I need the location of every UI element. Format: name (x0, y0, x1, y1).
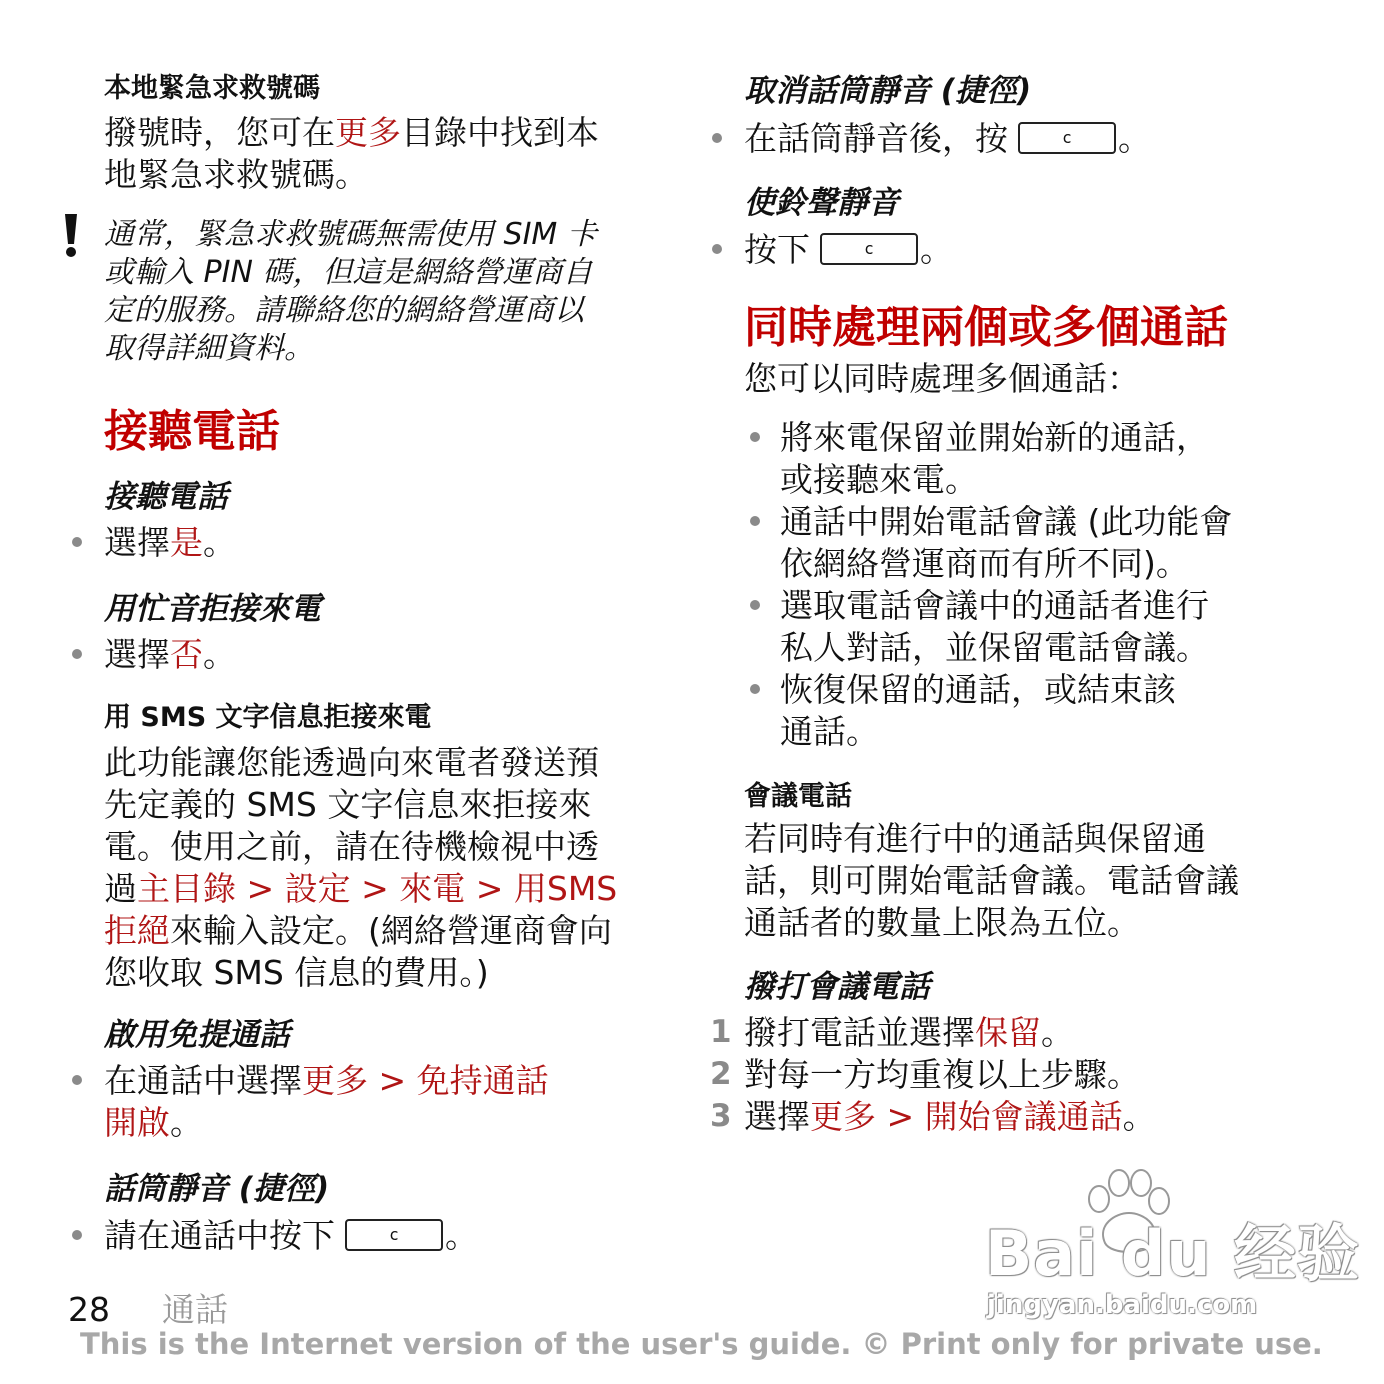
step-3: 選擇更多 > 開始會議通話。 (744, 1097, 1156, 1136)
page-number: 28 (68, 1290, 110, 1329)
reject-option-link[interactable]: 拒絕 (104, 911, 170, 950)
bullet-icon (750, 432, 760, 442)
step-1: 撥打電話並選擇保留。 (744, 1013, 1074, 1052)
enable-option[interactable]: 開啟 (104, 1103, 170, 1142)
ring-mute-instruction: 按下 c 。 (744, 230, 953, 269)
multi-bullet-3-line-1: 選取電話會議中的通話者進行 (780, 586, 1209, 625)
more-menu-link[interactable]: 更多 (335, 113, 401, 152)
emergency-heading: 本地緊急求救號碼 (104, 73, 320, 104)
internet-version-notice: This is the Internet version of the user's guide. © Print only for private use. (80, 1327, 1323, 1361)
sms-line-4: 過主目錄 > 設定 > 來電 > 用SMS (104, 869, 618, 908)
baidu-watermark-logo (985, 1165, 1361, 1325)
conference-line-2: 話，則可開始電話會議。電話會議 (744, 861, 1239, 900)
note-line-3: 定的服務。請聯絡您的網絡營運商以 (104, 293, 584, 328)
sms-line-1: 此功能讓您能透過向來電者發送預 (104, 743, 599, 782)
multi-bullet-2-line-2: 依網絡營運商而有所不同)。 (780, 544, 1189, 583)
busy-reject-instruction: 選擇否。 (104, 635, 236, 674)
handsfree-line-1: 在通話中選擇更多 > 免持通話 (104, 1061, 549, 1100)
hold-option[interactable]: 保留 (975, 1013, 1041, 1052)
bullet-icon (72, 537, 82, 547)
section-title-answer: 接聽電話 (104, 406, 280, 457)
sms-line-5: 拒絕來輸入設定。(網絡營運商會向 (104, 911, 612, 950)
watermark-url: jingyan.baidu.com (987, 1290, 1258, 1320)
conference-line-1: 若同時有進行中的通話與保留通 (744, 819, 1206, 858)
bullet-icon (750, 600, 760, 610)
note-line-1: 通常，緊急求救號碼無需使用 SIM 卡 (104, 217, 597, 252)
sms-reject-heading: 用 SMS 文字信息拒接來電 (104, 702, 432, 733)
yes-option[interactable]: 是 (170, 523, 203, 562)
mute-heading: 話筒靜音 (捷徑) (104, 1171, 330, 1207)
bullet-icon (72, 1075, 82, 1085)
answer-call-instruction: 選擇是。 (104, 523, 236, 562)
busy-reject-heading: 用忙音拒接來電 (104, 591, 321, 627)
c-key-icon: c (1018, 122, 1116, 154)
answer-call-heading: 接聽電話 (104, 479, 228, 515)
c-key-icon: c (820, 233, 918, 265)
bullet-icon (712, 133, 722, 143)
handsfree-menu-link[interactable]: 更多 > 免持通話 (302, 1061, 549, 1100)
section-title-multi-call: 同時處理兩個或多個通話 (744, 302, 1228, 353)
warning-icon (62, 212, 80, 258)
ring-mute-heading: 使鈴聲靜音 (744, 185, 899, 221)
sms-line-2: 先定義的 SMS 文字信息來拒接來 (104, 785, 592, 824)
sms-line-6: 您收取 SMS 信息的費用。) (104, 953, 489, 992)
bullet-icon (72, 649, 82, 659)
note-line-4: 取得詳細資料。 (104, 331, 314, 366)
c-key-icon: c (345, 1219, 443, 1251)
multi-bullet-3-line-2: 私人對話，並保留電話會議。 (780, 628, 1209, 667)
chapter-title: 通話 (162, 1290, 228, 1329)
settings-path-link[interactable]: 主目錄 > 設定 > 來電 > 用SMS (137, 869, 618, 908)
emergency-text: 目錄中找到本 (401, 113, 599, 152)
handsfree-line-2: 開啟。 (104, 1103, 203, 1142)
bullet-icon (72, 1230, 82, 1240)
unmute-instruction: 在話筒靜音後，按 c 。 (744, 119, 1151, 158)
start-conference-link[interactable]: 更多 > 開始會議通話 (810, 1097, 1123, 1136)
multi-call-intro: 您可以同時處理多個通話： (744, 359, 1140, 398)
conference-line-3: 通話者的數量上限為五位。 (744, 903, 1140, 942)
conference-heading: 會議電話 (744, 781, 852, 812)
sms-line-3: 電。使用之前，請在待機檢視中透 (104, 827, 599, 866)
multi-bullet-4-line-1: 恢復保留的通話，或結束該 (780, 670, 1176, 709)
mute-instruction: 請在通話中按下 c 。 (104, 1216, 478, 1255)
step-number: 3 (710, 1098, 732, 1134)
multi-bullet-2-line-1: 通話中開始電話會議 (此功能會 (780, 502, 1233, 541)
bullet-icon (750, 516, 760, 526)
multi-bullet-1-line-2: 或接聽來電。 (780, 460, 978, 499)
emergency-body-line-2: 地緊急求救號碼。 (104, 155, 368, 194)
emergency-text: 撥號時，您可在 (104, 113, 335, 152)
note-line-2: 或輸入 PIN 碼，但這是網絡營運商自 (104, 255, 593, 290)
emergency-body-line-1 (104, 112, 599, 153)
multi-bullet-4-line-2: 通話。 (780, 712, 879, 751)
bullet-icon (750, 684, 760, 694)
step-2: 對每一方均重複以上步驟。 (744, 1055, 1140, 1094)
step-number: 1 (710, 1014, 732, 1050)
handsfree-heading: 啟用免提通話 (104, 1017, 290, 1053)
step-number: 2 (710, 1056, 732, 1092)
unmute-heading: 取消話筒靜音 (捷徑) (744, 73, 1032, 109)
watermark-brand: Bai du 经验 (985, 1217, 1361, 1290)
make-conference-heading: 撥打會議電話 (744, 969, 930, 1005)
no-option[interactable]: 否 (170, 635, 203, 674)
bullet-icon (712, 244, 722, 254)
multi-bullet-1-line-1: 將來電保留並開始新的通話， (780, 418, 1209, 457)
